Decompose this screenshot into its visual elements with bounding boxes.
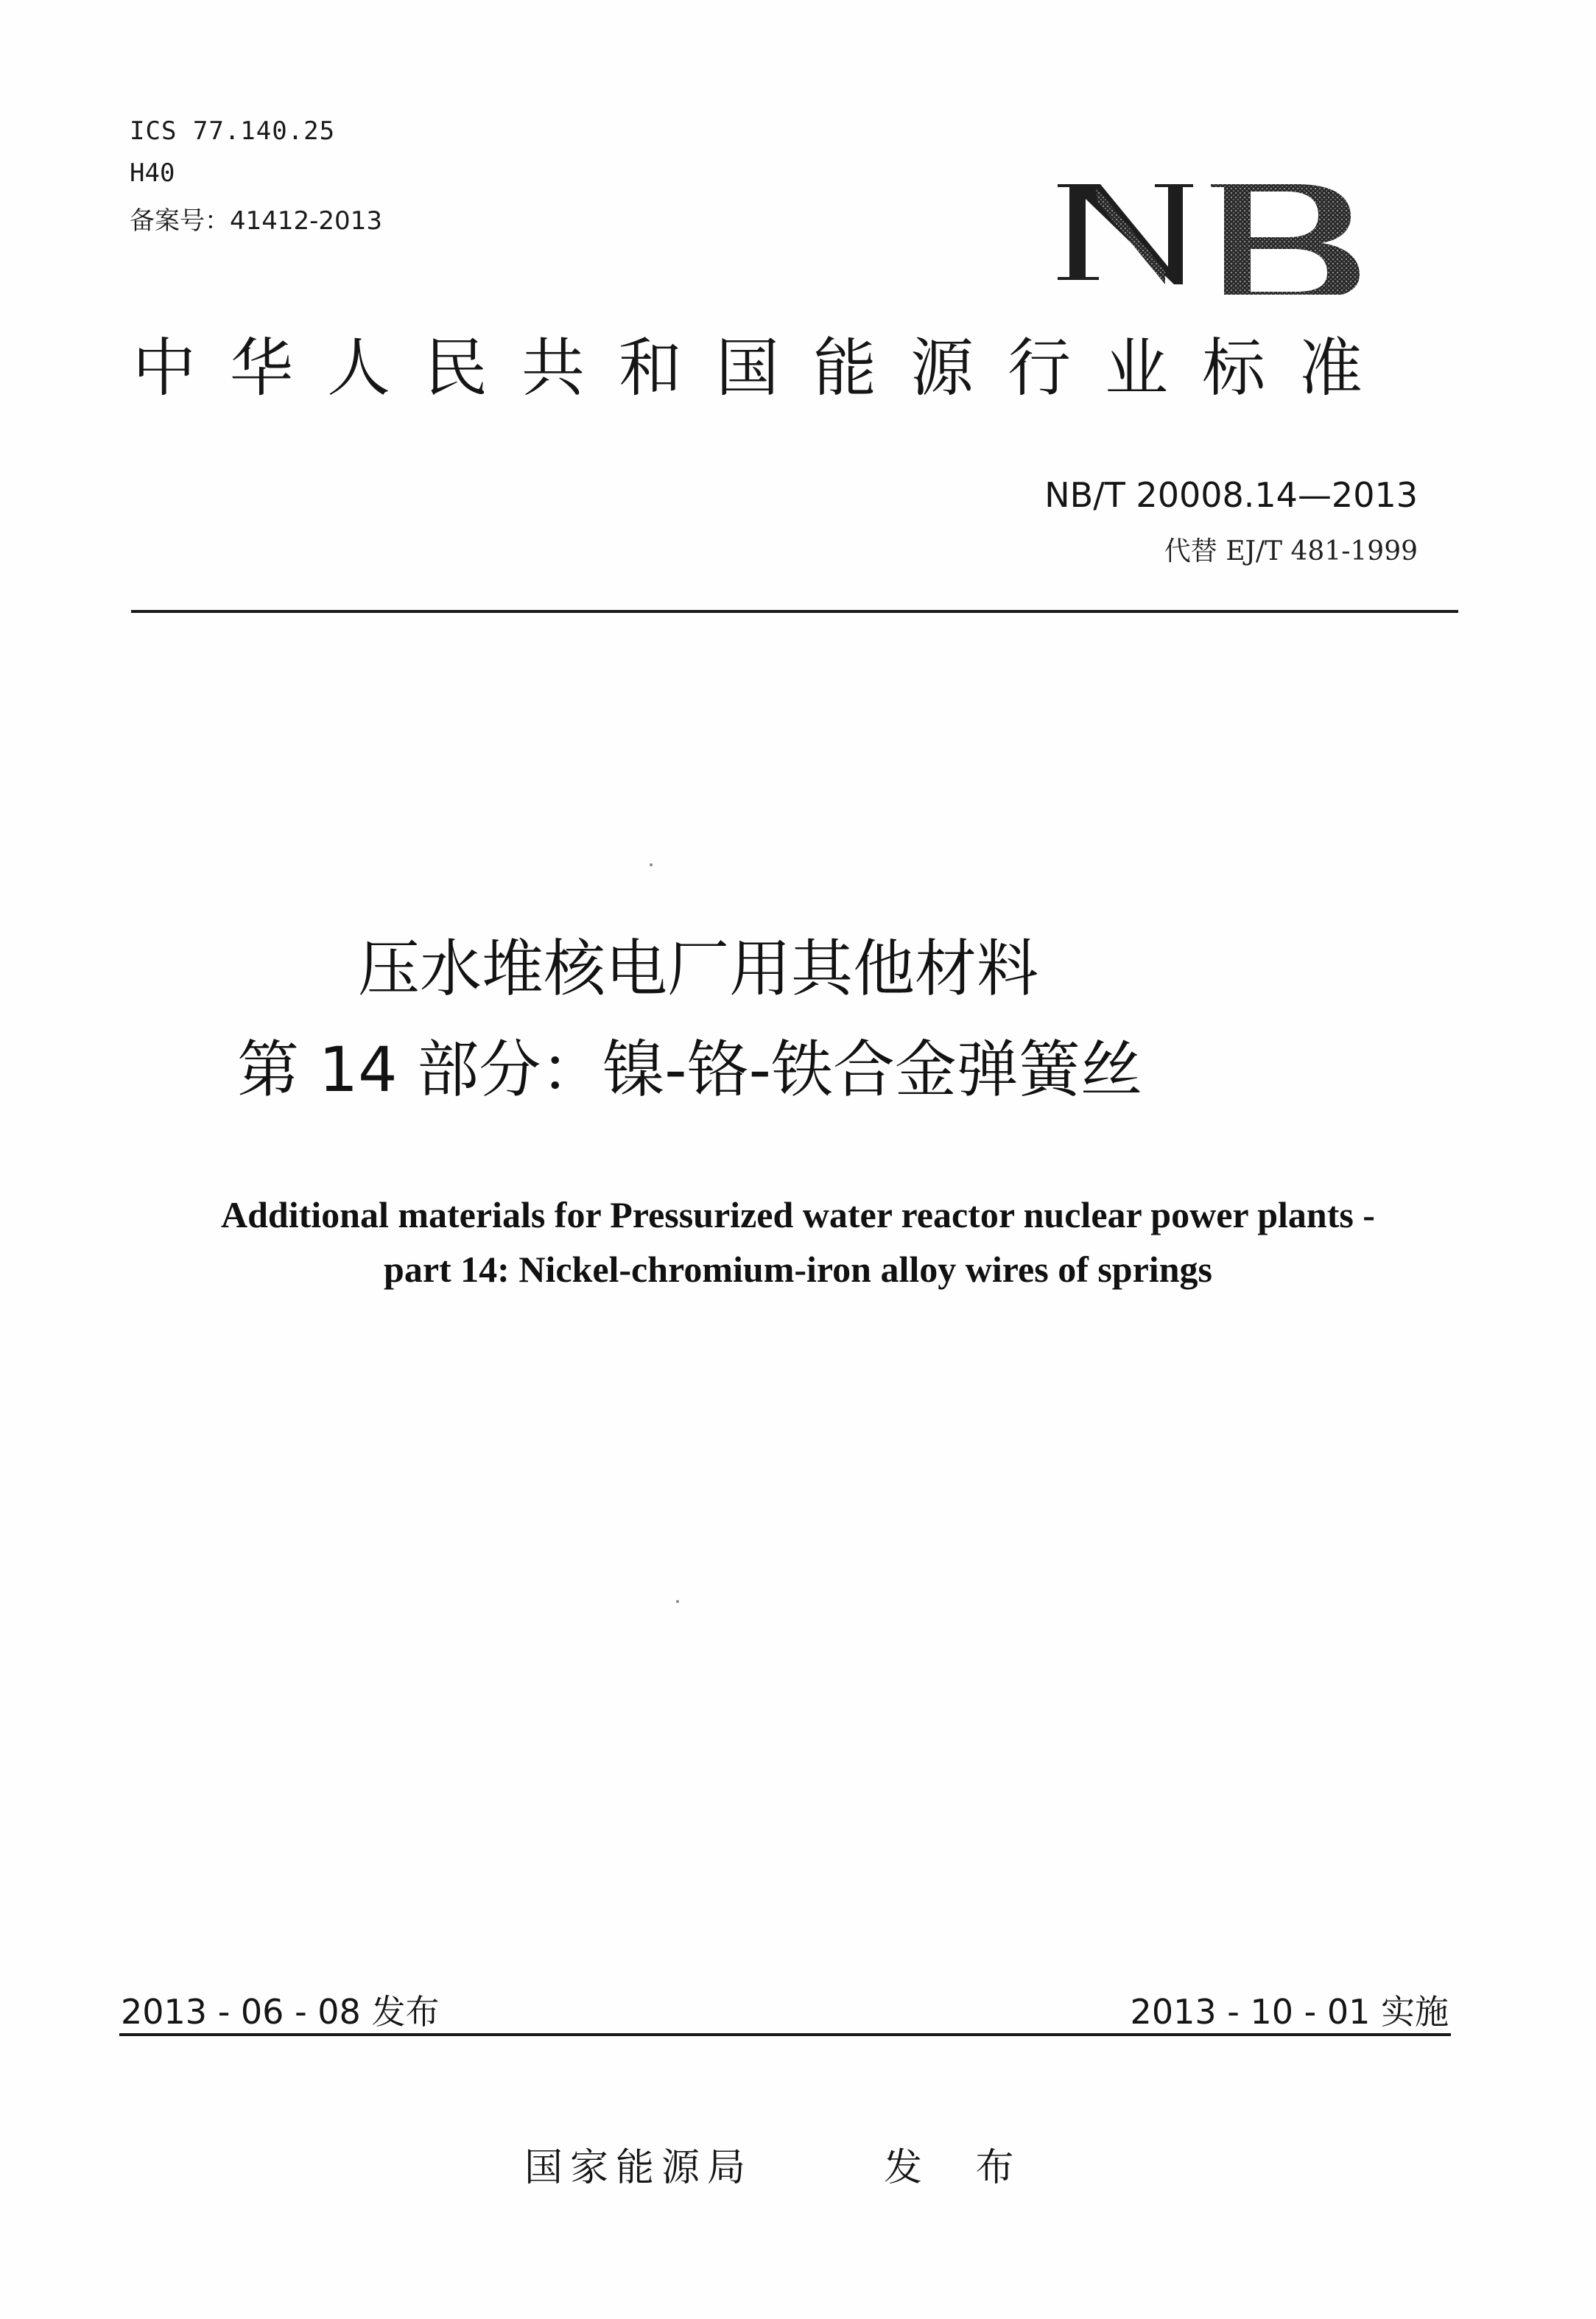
issue-date: 2013 - 06 - 08 发布 — [121, 1992, 440, 2032]
publisher-name: 国家能源局 — [524, 2146, 753, 2190]
publish-label: 发 布 — [884, 2146, 1035, 2190]
bottom-divider — [119, 2033, 1451, 2036]
header-title: 中华人民共和国能源行业标准 — [133, 331, 1396, 405]
scan-speck — [676, 1600, 679, 1603]
registration-number: 备案号：41412-2013 — [130, 206, 382, 236]
title-cn-line2: 第 14 部分：镍-铬-铁合金弹簧丝 — [237, 1034, 1142, 1106]
title-en-line1: Additional materials for Pressurized water reactor nuclear power plants - — [221, 1194, 1375, 1235]
replaces-standard: 代替 EJ/T 481-1999 — [1164, 536, 1418, 566]
title-en-line2: part 14: Nickel-chromium-iron alloy wires of springs — [384, 1249, 1212, 1290]
ics-code: ICS 77.140.25 — [130, 116, 336, 146]
classification-code: H40 — [130, 158, 175, 188]
title-cn-line1: 压水堆核电厂用其他材料 — [358, 933, 1039, 1005]
implementation-date: 2013 - 10 - 01 实施 — [1130, 1992, 1449, 2032]
scan-speck — [650, 863, 653, 866]
top-divider — [131, 610, 1458, 613]
standard-number: NB/T 20008.14—2013 — [1044, 475, 1418, 515]
nb-logo-icon — [1053, 169, 1377, 295]
